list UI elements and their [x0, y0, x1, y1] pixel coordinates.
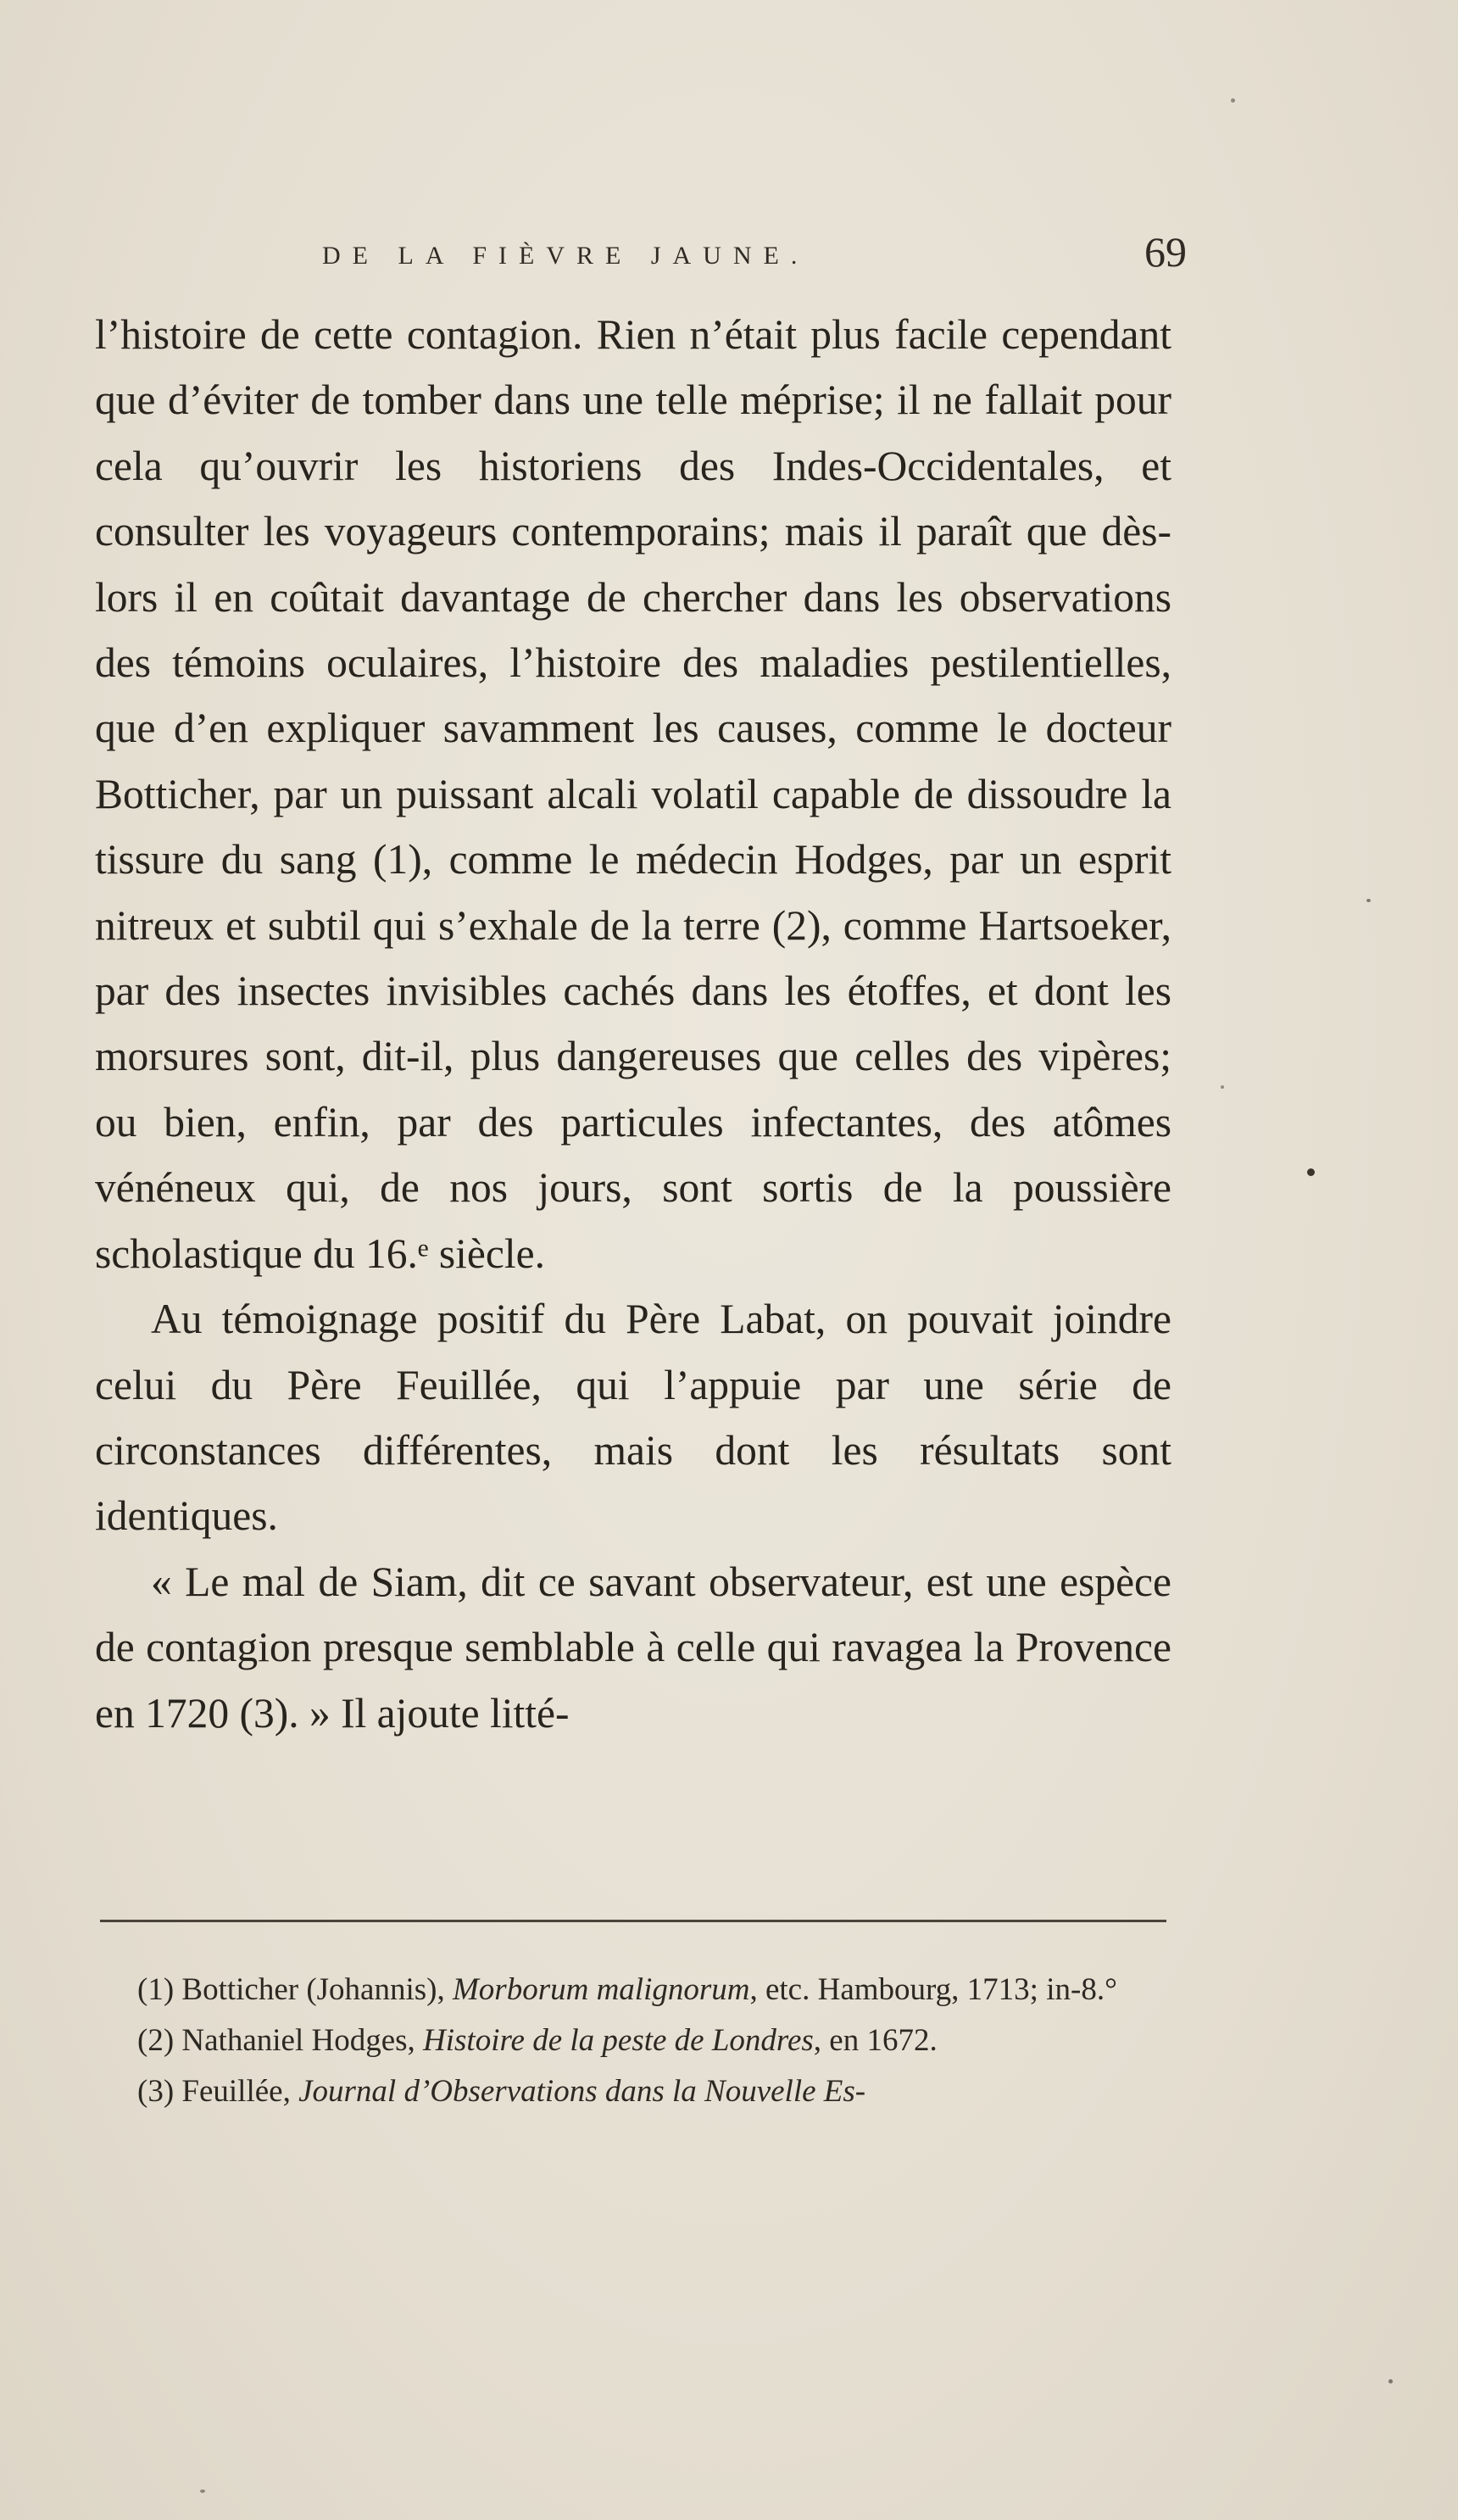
- footnote-1-marker: (1): [137, 1972, 175, 2007]
- footnotes: [95, 1965, 1171, 2118]
- paper-speck: [1366, 899, 1371, 902]
- paper-speck: [200, 2489, 205, 2493]
- paper-speck: [1221, 1085, 1224, 1089]
- main-text: [95, 302, 1171, 1746]
- footnote-3-author: Feuillée,: [181, 2074, 291, 2109]
- footnote-2-author: Nathaniel Hodges,: [181, 2023, 415, 2058]
- footnote-2-rest: , en 1672.: [813, 2023, 938, 2058]
- running-head: DE LA FIÈVRE JAUNE.: [322, 242, 810, 270]
- paragraph-2: Au témoignage positif du Père Labat, on pouvait joindre celui du Père Feuillée, qui l’appuie par une série de circonstances différentes, mais dont les résultats sont identiques.: [95, 1296, 1171, 1540]
- footnote-1-title: Morborum malignorum: [452, 1972, 750, 2007]
- footnote-2: [95, 2016, 1171, 2066]
- footnote-1-author: Botticher (Johannis),: [181, 1972, 445, 2007]
- footnote-3-title: Journal d’Observations dans la Nouvelle Es-: [298, 2074, 866, 2109]
- paper-speck: [1307, 1168, 1315, 1176]
- footnote-2-marker: (2): [137, 2023, 175, 2058]
- footnote-3: [95, 2067, 1171, 2116]
- page-number: 69: [1144, 228, 1187, 276]
- footnote-3-marker: (3): [137, 2074, 175, 2109]
- footnote-1-rest: , etc. Hambourg, 1713; in-8.°: [749, 1972, 1117, 2007]
- footnote-separator-rule: [100, 1920, 1166, 1922]
- paper-speck: [1231, 98, 1235, 103]
- paragraph-3: « Le mal de Siam, dit ce savant observateur, est une espèce de contagion presque semblable à celle qui ravagea la Provence en 1720 (3). » Il ajoute litté-: [95, 1558, 1171, 1737]
- footnote-1: [95, 1965, 1171, 2015]
- paper-speck: [1388, 2379, 1393, 2383]
- footnote-2-title: Histoire de la peste de Londres: [423, 2023, 814, 2058]
- paragraph-1: l’histoire de cette contagion. Rien n’était plus facile cependant que d’éviter de tomber dans une telle méprise; il ne fallait pour cela qu’ouvrir les historiens des Indes-Occidentales, et consulter les voyageurs contemporains; mais il paraît que dès-lors il en coûtait davantage de chercher dans les observations des témoins oculaires, l’histoire des maladies pestilentielles, que d’en expliquer savamment les causes, comme le docteur Botticher, par un puissant alcali volatil capable de dissoudre la tissure du sang (1), comme le médecin Hodges, par un esprit nitreux et subtil qui s’exhale de la terre (2), comme Hartsoeker, par des insectes invisibles cachés dans les étoffes, et dont les morsures sont, dit-il, plus dangereuses que celles des vipères; ou bien, enfin, par des particules infectantes, des atômes vénéneux qui, de nos jours, sont sortis de la poussière scholastique du 16.ᵉ siècle.: [95, 311, 1171, 1277]
